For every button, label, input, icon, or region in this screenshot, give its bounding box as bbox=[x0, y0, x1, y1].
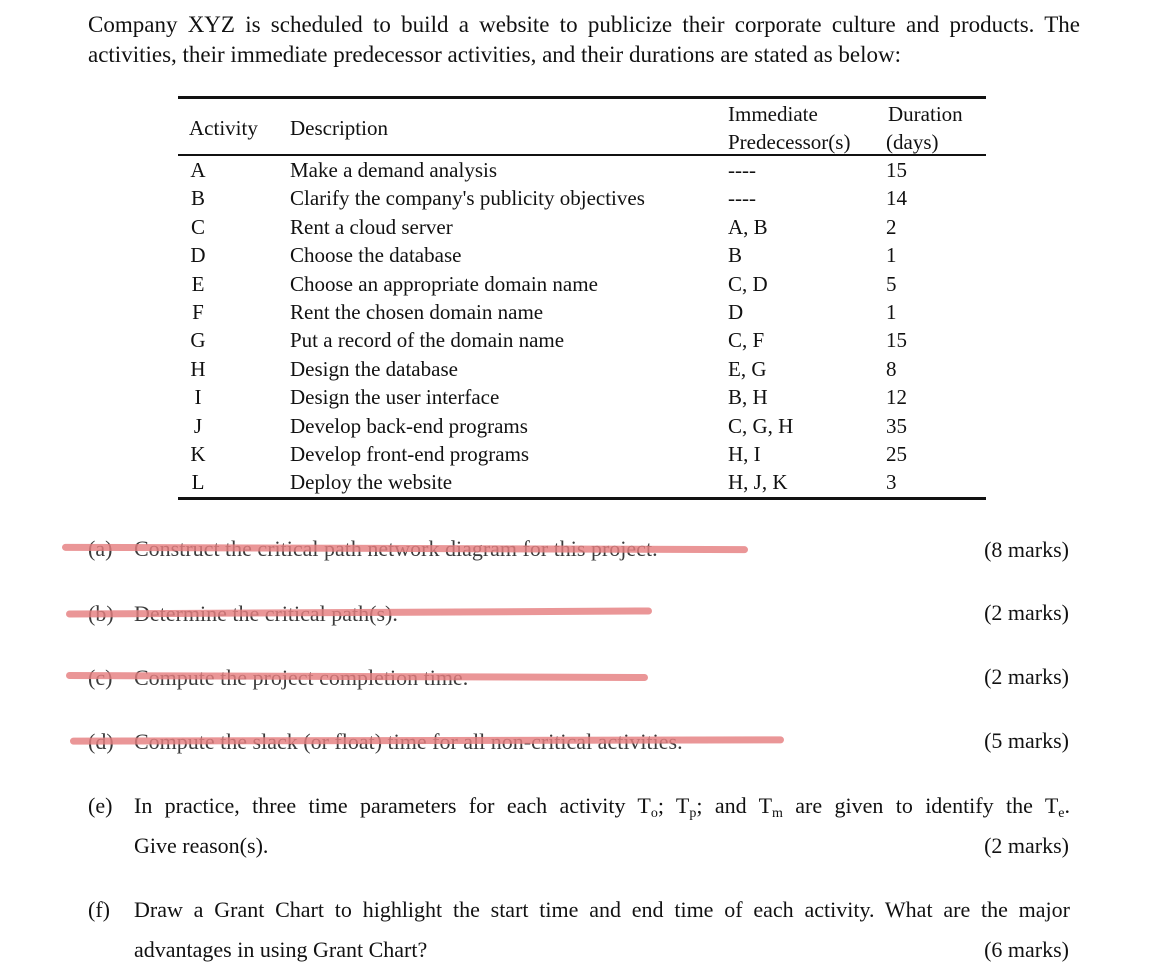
cell-predecessors: ---- bbox=[728, 158, 756, 182]
table-row bbox=[178, 412, 986, 441]
cell-activity: J bbox=[193, 413, 203, 438]
header-description: Description bbox=[290, 116, 388, 140]
question-e-text-1: In practice, three time parameters for each activity T bbox=[134, 793, 651, 818]
cell-description: Choose an appropriate domain name bbox=[290, 271, 598, 296]
cell-duration: 5 bbox=[886, 271, 897, 296]
question-f-marks: (6 marks) bbox=[984, 937, 1069, 962]
table-row bbox=[178, 468, 986, 497]
activities-table bbox=[178, 96, 986, 500]
cell-predecessors: H, J, K bbox=[728, 470, 788, 495]
cell-activity: H bbox=[190, 356, 206, 381]
cell-description: Rent a cloud server bbox=[290, 214, 453, 239]
cell-duration: 1 bbox=[886, 300, 897, 324]
cell-predecessors: C, F bbox=[728, 328, 765, 353]
cell-activity: I bbox=[194, 385, 202, 410]
cell-duration: 1 bbox=[886, 243, 897, 268]
cell-description: Design the database bbox=[290, 356, 458, 381]
table-row bbox=[178, 241, 986, 270]
cell-description: Develop back-end programs bbox=[290, 413, 528, 438]
question-e-label: (e) bbox=[88, 793, 113, 818]
cell-activity: D bbox=[190, 243, 206, 268]
intro-paragraph bbox=[88, 10, 1080, 70]
cell-duration: 14 bbox=[886, 186, 907, 211]
cell-duration: 15 bbox=[886, 328, 907, 353]
table-row bbox=[178, 298, 986, 327]
question-a-marks: (8 marks) bbox=[984, 537, 1069, 562]
cell-activity: A bbox=[190, 158, 206, 182]
cell-description: Design the user interface bbox=[290, 385, 500, 410]
question-e bbox=[88, 792, 134, 820]
table-row bbox=[178, 156, 986, 185]
cell-predecessors: H, I bbox=[728, 442, 761, 466]
question-f bbox=[88, 896, 134, 924]
cell-description: Choose the database bbox=[290, 243, 462, 268]
question-f-label: (f) bbox=[88, 897, 110, 922]
table-row bbox=[178, 213, 986, 242]
question-e-sub-m: m bbox=[772, 806, 783, 821]
cell-duration: 25 bbox=[886, 442, 907, 466]
question-e-marks: (2 marks) bbox=[984, 833, 1069, 858]
table-row bbox=[178, 440, 986, 469]
question-e-sub-o: o bbox=[650, 806, 658, 821]
question-e-sub-p: p bbox=[689, 806, 697, 821]
question-f-line-1: Draw a Grant Chart to highlight the start time and end time of each activity. What are the major bbox=[134, 897, 1070, 922]
question-e-sub-e: e bbox=[1058, 806, 1065, 821]
cell-duration: 2 bbox=[886, 214, 897, 239]
cell-duration: 12 bbox=[886, 385, 907, 410]
strikethrough-d bbox=[70, 736, 784, 744]
question-e-text-4: are given to identify the T bbox=[782, 793, 1059, 818]
cell-description: Clarify the company's publicity objectives bbox=[290, 186, 645, 211]
cell-duration: 8 bbox=[886, 356, 897, 381]
cell-duration: 35 bbox=[886, 413, 907, 438]
cell-predecessors: ---- bbox=[728, 186, 756, 211]
question-d-marks: (5 marks) bbox=[984, 728, 1069, 753]
header-duration-line-2: (days) bbox=[886, 130, 939, 154]
cell-predecessors: B, H bbox=[728, 385, 768, 410]
header-duration-line-1: Duration bbox=[888, 102, 963, 126]
cell-predecessors: E, G bbox=[728, 356, 767, 381]
question-e-line-1 bbox=[134, 792, 1070, 820]
cell-predecessors: A, B bbox=[728, 214, 768, 239]
cell-description: Rent the chosen domain name bbox=[290, 300, 544, 324]
cell-activity: F bbox=[192, 300, 204, 324]
table-top-rule bbox=[178, 96, 986, 99]
question-c-marks: (2 marks) bbox=[984, 664, 1069, 689]
cell-activity: K bbox=[190, 442, 206, 466]
question-f-line-2: advantages in using Grant Chart? bbox=[134, 937, 428, 962]
cell-description: Put a record of the domain name bbox=[290, 328, 565, 353]
cell-activity: L bbox=[191, 470, 205, 495]
intro-line-2: activities, their immediate predecessor activities, and their durations are stated as below: bbox=[88, 42, 902, 67]
header-predecessor-line-1: Immediate bbox=[728, 102, 818, 126]
cell-description: Develop front-end programs bbox=[290, 442, 530, 466]
cell-activity: B bbox=[190, 186, 205, 211]
cell-duration: 3 bbox=[886, 470, 897, 495]
table-row bbox=[178, 184, 986, 213]
cell-predecessors: B bbox=[728, 243, 743, 268]
cell-activity: C bbox=[190, 214, 205, 239]
cell-predecessors: C, G, H bbox=[728, 413, 794, 438]
intro-line-1: Company XYZ is scheduled to build a website to publicize their corporate culture and products. The bbox=[88, 12, 1080, 37]
table-row bbox=[178, 270, 986, 299]
question-b-marks: (2 marks) bbox=[984, 600, 1069, 625]
header-predecessor-line-2: Predecessor(s) bbox=[728, 130, 851, 154]
cell-activity: E bbox=[191, 271, 205, 296]
question-e-text-5: . bbox=[1064, 793, 1070, 818]
table-bottom-rule bbox=[178, 497, 986, 500]
header-activity: Activity bbox=[189, 116, 258, 140]
question-e-text-3: ; and T bbox=[696, 793, 773, 818]
table-row bbox=[178, 326, 986, 355]
cell-predecessors: C, D bbox=[728, 271, 768, 296]
cell-predecessors: D bbox=[728, 300, 744, 324]
question-e-text-2: ; T bbox=[657, 793, 690, 818]
cell-description: Deploy the website bbox=[290, 470, 453, 495]
cell-duration: 15 bbox=[886, 158, 907, 182]
table-row bbox=[178, 383, 986, 412]
question-e-line-2: Give reason(s). bbox=[134, 833, 269, 858]
cell-description: Make a demand analysis bbox=[290, 158, 498, 182]
cell-activity: G bbox=[190, 328, 206, 353]
table-row bbox=[178, 355, 986, 384]
